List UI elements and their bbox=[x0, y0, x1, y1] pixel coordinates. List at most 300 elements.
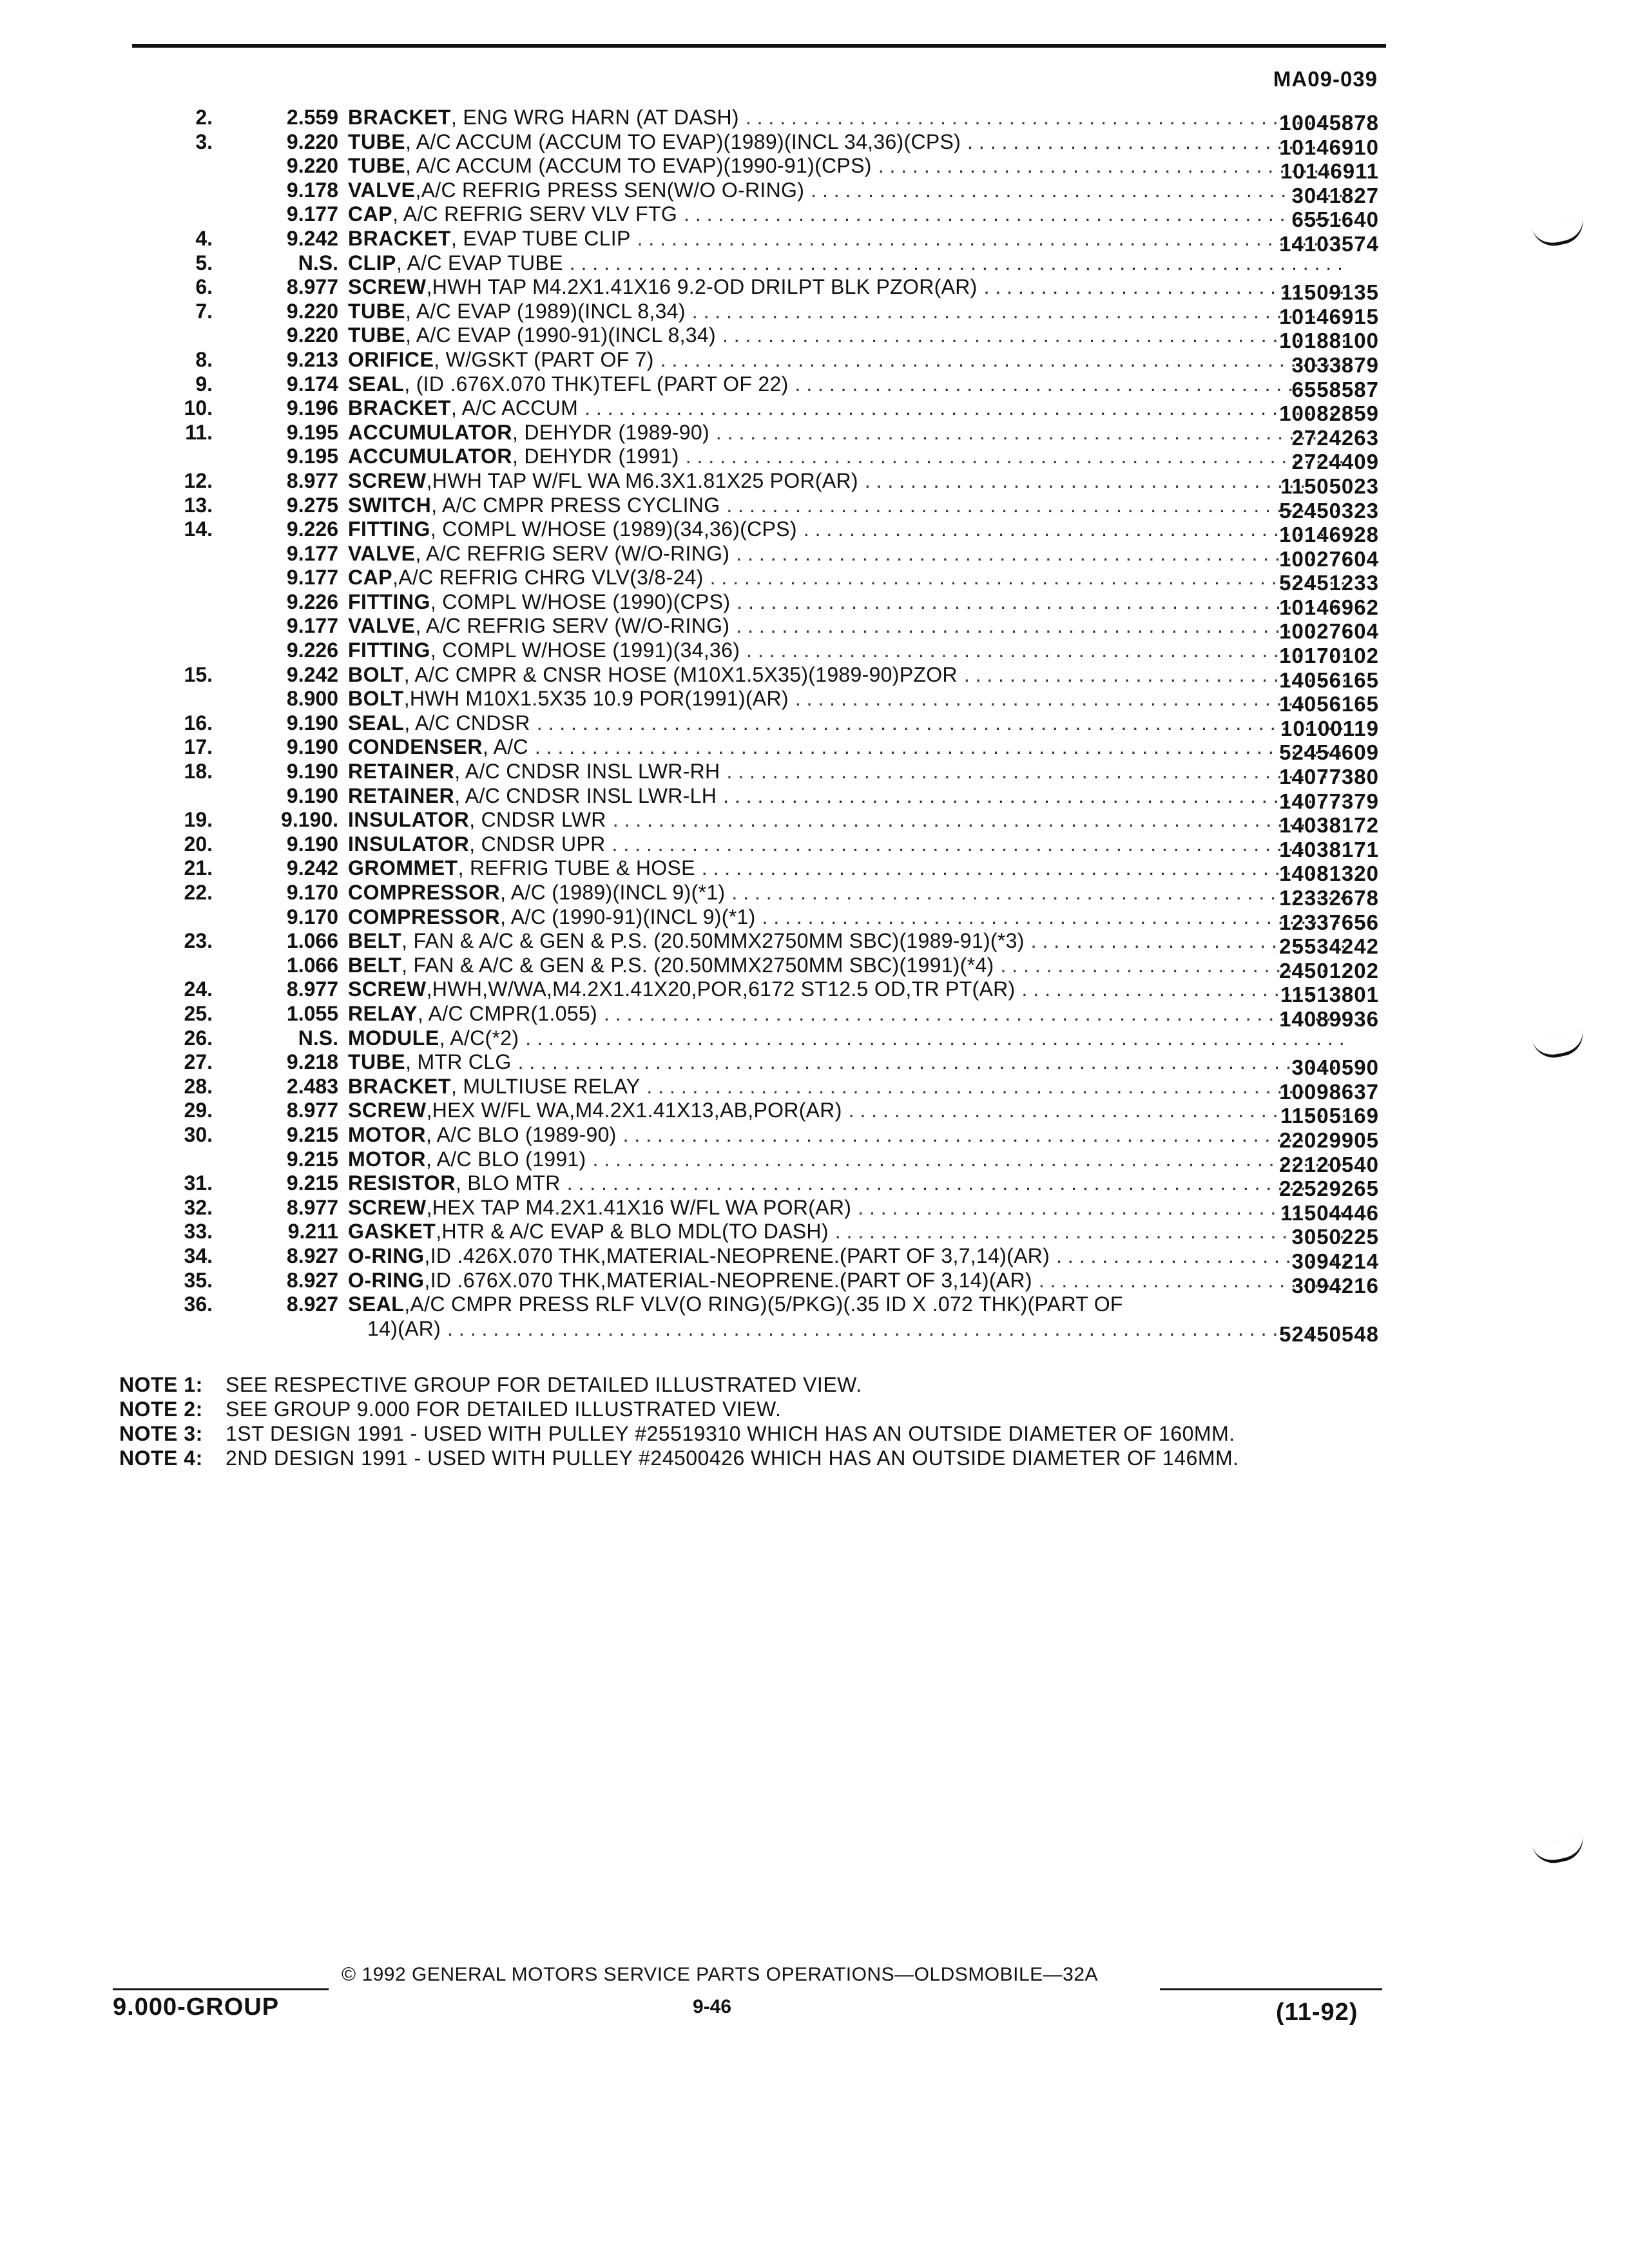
description bbox=[348, 1196, 1353, 1220]
group-number: 9.215 bbox=[286, 1147, 338, 1171]
group-number: 9.275 bbox=[286, 493, 338, 517]
margin-mark bbox=[1532, 1029, 1587, 1062]
group-number: 9.220 bbox=[286, 130, 338, 153]
part-name: BRACKET bbox=[348, 106, 451, 129]
part-detail: ,A/C CMPR PRESS RLF VLV(O RING)(5/PKG)(.35 ID X .072 THK)(PART OF bbox=[404, 1293, 1123, 1316]
table-row bbox=[129, 639, 1392, 668]
dot-leader bbox=[612, 832, 1347, 857]
ref-number: 35. bbox=[184, 1268, 213, 1292]
table-row bbox=[129, 445, 1392, 474]
dot-leader bbox=[726, 760, 1347, 784]
dot-leader bbox=[762, 905, 1347, 930]
part-name: RELAY bbox=[348, 1001, 418, 1025]
group-number: 9.177 bbox=[286, 566, 338, 590]
table-row bbox=[129, 735, 1392, 765]
margin-mark bbox=[1532, 217, 1587, 250]
part-detail: , MULTIUSE RELAY bbox=[450, 1074, 641, 1098]
part-detail: , CNDSR UPR bbox=[469, 832, 606, 856]
group-number: 9.211 bbox=[287, 1220, 338, 1244]
description bbox=[348, 396, 1353, 421]
part-number: 12337656 bbox=[1279, 910, 1379, 934]
table-row bbox=[129, 614, 1392, 644]
part-detail: ,HWH,W/WA,M4.2X1.41X20,POR,6172 ST12.5 OD,TR PT(AR) bbox=[426, 977, 1016, 1001]
ref-number: 17. bbox=[184, 735, 213, 759]
part-detail: , CNDSR LWR bbox=[469, 808, 606, 832]
table-row bbox=[129, 372, 1392, 401]
part-name: TUBE bbox=[348, 130, 406, 153]
part-detail: , W/GSKT (PART OF 7) bbox=[434, 347, 654, 371]
part-number: 3041827 bbox=[1291, 183, 1379, 207]
description bbox=[348, 711, 1353, 736]
table-row bbox=[129, 832, 1392, 861]
part-name: VALVE bbox=[348, 614, 416, 638]
ref-number: 18. bbox=[184, 760, 213, 783]
group-number: N.S. bbox=[298, 251, 338, 274]
part-name: MOTOR bbox=[348, 1147, 427, 1171]
description bbox=[348, 1148, 1353, 1172]
ref-number: 5. bbox=[195, 251, 213, 274]
part-number: 2724409 bbox=[1291, 450, 1379, 474]
group-number: 8.977 bbox=[286, 1099, 338, 1122]
part-number: 10146911 bbox=[1280, 159, 1379, 184]
description bbox=[348, 227, 1353, 251]
part-detail: , A/C EVAP (1989)(INCL 8,34) bbox=[405, 299, 686, 323]
part-name: GASKET bbox=[348, 1220, 436, 1244]
table-row bbox=[129, 1171, 1392, 1201]
table-row bbox=[129, 590, 1392, 619]
part-detail: , EVAP TUBE CLIP bbox=[450, 226, 631, 250]
description bbox=[348, 130, 1353, 155]
description bbox=[348, 445, 1353, 469]
part-name: RESISTOR bbox=[348, 1171, 456, 1195]
part-name: COMPRESSOR bbox=[348, 881, 501, 904]
description bbox=[348, 760, 1353, 784]
table-row bbox=[129, 396, 1392, 426]
group-number: 8.977 bbox=[286, 977, 338, 1001]
dot-leader bbox=[849, 1099, 1347, 1123]
part-number: 11513801 bbox=[1280, 983, 1379, 1007]
page-id: MA09-039 bbox=[1273, 67, 1378, 91]
part-name: SCREW bbox=[348, 1195, 427, 1219]
group-number: 9.226 bbox=[286, 517, 338, 541]
part-detail: , A/C REFRIG SERV VLV FTG bbox=[392, 202, 678, 226]
table-row bbox=[129, 808, 1392, 838]
part-name: BRACKET bbox=[348, 1074, 451, 1098]
table-row bbox=[129, 905, 1392, 934]
footer-copyright: © 1992 GENERAL MOTORS SERVICE PARTS OPERATIONS—OLDSMOBILE—32A bbox=[342, 1964, 1099, 1985]
note-text: SEE RESPECTIVE GROUP FOR DETAILED ILLUSTRATED VIEW. bbox=[226, 1373, 862, 1396]
part-number: 22120540 bbox=[1279, 1152, 1379, 1177]
part-detail: , BLO MTR bbox=[456, 1171, 561, 1195]
part-number: 3094216 bbox=[1291, 1273, 1379, 1298]
group-number: 9.195 bbox=[286, 445, 338, 468]
description bbox=[348, 300, 1353, 324]
part-detail: ,HTR & A/C EVAP & BLO MDL(TO DASH) bbox=[436, 1220, 829, 1244]
part-name: INSULATOR bbox=[348, 832, 470, 856]
dot-leader bbox=[684, 202, 1347, 227]
description bbox=[348, 1123, 1353, 1148]
part-detail: , FAN & A/C & GEN & P.S. (20.50MMX2750MM SBC)(1991)(*4) bbox=[401, 953, 994, 977]
part-name: O-RING bbox=[348, 1268, 425, 1292]
group-number: 9.213 bbox=[286, 347, 338, 371]
table-row bbox=[129, 1074, 1392, 1104]
table-row bbox=[129, 977, 1392, 1007]
description bbox=[348, 1220, 1353, 1244]
part-name: VALVE bbox=[348, 178, 416, 202]
ref-number: 6. bbox=[195, 275, 213, 299]
dot-leader bbox=[584, 396, 1347, 421]
part-name: CAP bbox=[348, 202, 393, 226]
table-row bbox=[129, 1122, 1392, 1152]
dot-leader bbox=[731, 881, 1347, 905]
group-number: 9.220 bbox=[286, 323, 338, 347]
part-name: CAP bbox=[348, 566, 393, 590]
part-name: ACCUMULATOR bbox=[348, 445, 512, 468]
group-number: 9.220 bbox=[286, 299, 338, 323]
part-number: 11505169 bbox=[1280, 1104, 1379, 1128]
ref-number: 33. bbox=[184, 1220, 213, 1244]
dot-leader bbox=[537, 711, 1347, 736]
ref-number: 8. bbox=[195, 347, 213, 371]
group-number: 1.066 bbox=[286, 929, 338, 953]
margin-mark bbox=[1532, 1834, 1587, 1867]
table-row bbox=[129, 347, 1392, 377]
part-detail: ,HEX TAP M4.2X1.41X16 W/FL WA POR(AR) bbox=[426, 1195, 852, 1219]
description bbox=[348, 348, 1353, 372]
description bbox=[348, 323, 1353, 348]
part-number: 11504446 bbox=[1280, 1200, 1379, 1225]
part-number: 6551640 bbox=[1291, 207, 1379, 232]
group-number: 9.242 bbox=[286, 226, 338, 250]
description bbox=[348, 881, 1353, 905]
table-row bbox=[129, 202, 1392, 232]
part-name: COMPRESSOR bbox=[348, 905, 501, 928]
dot-leader bbox=[795, 372, 1347, 397]
part-detail: , COMPL W/HOSE (1989)(34,36)(CPS) bbox=[430, 517, 797, 541]
dot-leader bbox=[686, 445, 1347, 469]
dot-leader bbox=[567, 1171, 1347, 1196]
part-number: 10045878 bbox=[1279, 111, 1379, 135]
part-number: 10027604 bbox=[1279, 546, 1379, 571]
description bbox=[348, 372, 1353, 397]
group-number: 9.242 bbox=[286, 662, 338, 686]
part-detail: ,A/C REFRIG PRESS SEN(W/O O-RING) bbox=[415, 178, 805, 202]
description bbox=[348, 905, 1353, 930]
description bbox=[348, 1026, 1353, 1051]
dot-leader bbox=[878, 154, 1347, 178]
description bbox=[348, 421, 1353, 445]
part-detail: , A/C bbox=[482, 735, 528, 759]
table-row bbox=[129, 299, 1392, 329]
table-row bbox=[129, 541, 1392, 571]
part-number: 52451233 bbox=[1279, 571, 1379, 595]
ref-number: 30. bbox=[184, 1122, 213, 1146]
part-number: 3094214 bbox=[1291, 1249, 1379, 1273]
note bbox=[119, 1397, 1344, 1421]
ref-number: 11. bbox=[185, 420, 213, 444]
description bbox=[348, 977, 1353, 1002]
description bbox=[348, 1099, 1353, 1123]
table-row bbox=[129, 178, 1392, 207]
dot-leader bbox=[716, 421, 1347, 445]
ref-number: 32. bbox=[184, 1195, 213, 1219]
part-detail: , A/C REFRIG SERV (W/O-RING) bbox=[415, 614, 730, 638]
part-name: FITTING bbox=[348, 517, 430, 541]
footer-rule-left bbox=[113, 1988, 329, 1990]
part-name: CONDENSER bbox=[348, 735, 483, 759]
ref-number: 10. bbox=[184, 396, 213, 420]
part-name: TUBE bbox=[348, 154, 406, 178]
table-row bbox=[129, 251, 1392, 276]
part-detail: , A/C EVAP (1990-91)(INCL 8,34) bbox=[405, 323, 716, 347]
description bbox=[348, 639, 1353, 663]
table-row bbox=[129, 760, 1392, 789]
table-row bbox=[129, 275, 1392, 305]
description bbox=[348, 517, 1353, 542]
description bbox=[348, 1293, 1353, 1317]
part-detail: , A/C ACCUM bbox=[450, 396, 579, 420]
description bbox=[367, 1317, 1353, 1341]
note-text: 2ND DESIGN 1991 - USED WITH PULLEY #24500426 WHICH HAS AN OUTSIDE DIAMETER OF 146MM. bbox=[226, 1446, 1239, 1470]
group-number: 9.190 bbox=[286, 735, 338, 759]
table-row bbox=[129, 662, 1392, 692]
part-number: 22529265 bbox=[1279, 1177, 1379, 1201]
dot-leader bbox=[702, 856, 1347, 881]
note-label: NOTE 3: bbox=[119, 1422, 203, 1445]
table-row bbox=[129, 881, 1392, 910]
part-name: VALVE bbox=[348, 541, 416, 565]
description bbox=[348, 251, 1353, 276]
group-number: 9.170 bbox=[286, 905, 338, 928]
part-number: 10146928 bbox=[1279, 523, 1379, 547]
part-name: BOLT bbox=[348, 687, 404, 711]
table-row bbox=[129, 1293, 1392, 1317]
group-number: 9.177 bbox=[286, 541, 338, 565]
part-name: TUBE bbox=[348, 323, 406, 347]
ref-number: 22. bbox=[184, 881, 213, 904]
group-number: 2.559 bbox=[286, 106, 338, 129]
ref-number: 31. bbox=[184, 1171, 213, 1195]
top-rule bbox=[132, 44, 1386, 48]
part-number: 52450323 bbox=[1279, 498, 1379, 523]
part-number: 10027604 bbox=[1279, 619, 1379, 644]
part-detail: , A/C ACCUM (ACCUM TO EVAP)(1989)(INCL 34,36)(CPS) bbox=[405, 130, 961, 153]
table-row bbox=[129, 323, 1392, 353]
part-number: 10082859 bbox=[1279, 401, 1379, 426]
table-row bbox=[129, 1195, 1392, 1225]
part-number: 25534242 bbox=[1279, 934, 1379, 959]
table-row bbox=[129, 856, 1392, 886]
part-number: 14081320 bbox=[1279, 861, 1379, 886]
dot-leader bbox=[736, 614, 1347, 639]
note bbox=[119, 1372, 1344, 1397]
part-detail: , A/C(*2) bbox=[439, 1026, 519, 1050]
ref-number: 7. bbox=[195, 299, 213, 323]
part-detail: , A/C CMPR(1.055) bbox=[418, 1001, 597, 1025]
part-detail: , ENG WRG HARN (AT DASH) bbox=[450, 106, 739, 129]
part-number: 52450548 bbox=[1279, 1321, 1379, 1346]
part-number: 10146910 bbox=[1279, 135, 1379, 159]
description bbox=[348, 202, 1353, 227]
part-name: SEAL bbox=[348, 372, 405, 396]
dot-leader bbox=[723, 784, 1347, 809]
footer-page-number: 9-46 bbox=[693, 1996, 732, 2017]
group-number: N.S. bbox=[298, 1026, 338, 1050]
part-detail: , A/C EVAP TUBE bbox=[396, 251, 563, 274]
description bbox=[348, 687, 1353, 711]
part-name: ORIFICE bbox=[348, 347, 434, 371]
dot-leader bbox=[613, 808, 1347, 832]
group-number: 9.177 bbox=[286, 202, 338, 226]
table-row bbox=[129, 1050, 1392, 1080]
part-detail: , REFRIG TUBE & HOSE bbox=[458, 856, 695, 880]
table-row bbox=[129, 130, 1392, 159]
description bbox=[348, 1244, 1353, 1269]
part-number: 11505023 bbox=[1280, 474, 1379, 498]
group-number: 8.977 bbox=[286, 468, 338, 492]
description bbox=[348, 178, 1353, 203]
part-number: 6558587 bbox=[1291, 377, 1379, 401]
part-detail: , A/C (1990-91)(INCL 9)(*1) bbox=[500, 905, 756, 928]
dot-leader bbox=[835, 1220, 1347, 1244]
description bbox=[348, 1002, 1353, 1026]
dot-leader bbox=[722, 323, 1347, 348]
ref-number: 9. bbox=[195, 372, 213, 396]
note-text: 1ST DESIGN 1991 - USED WITH PULLEY #25519310 WHICH HAS AN OUTSIDE DIAMETER OF 160MM. bbox=[226, 1422, 1235, 1445]
part-name: SEAL bbox=[348, 1293, 405, 1316]
description bbox=[348, 929, 1353, 954]
group-number: 8.977 bbox=[286, 275, 338, 299]
description bbox=[348, 784, 1353, 809]
description bbox=[348, 275, 1353, 300]
description bbox=[348, 469, 1353, 494]
part-name: MOTOR bbox=[348, 1122, 427, 1146]
part-detail: , FAN & A/C & GEN & P.S. (20.50MMX2750MM SBC)(1989-91)(*3) bbox=[401, 929, 1025, 953]
table-row bbox=[129, 953, 1392, 983]
note-label: NOTE 2: bbox=[119, 1398, 203, 1421]
table-row bbox=[129, 154, 1392, 184]
part-number: 14056165 bbox=[1279, 692, 1379, 716]
part-detail: ,HWH TAP M4.2X1.41X16 9.2-OD DRILPT BLK PZOR(AR) bbox=[426, 275, 978, 299]
part-name: FITTING bbox=[348, 590, 430, 613]
part-detail: ,HWH M10X1.5X35 10.9 POR(1991)(AR) bbox=[403, 687, 789, 711]
group-number: 8.927 bbox=[286, 1268, 338, 1292]
group-number: 9.226 bbox=[286, 639, 338, 662]
description bbox=[348, 494, 1353, 518]
dot-leader bbox=[858, 1196, 1347, 1220]
ref-number: 26. bbox=[184, 1026, 213, 1050]
part-detail: ,ID .426X.070 THK,MATERIAL-NEOPRENE.(PART OF 3,7,14)(AR) bbox=[424, 1244, 1050, 1267]
description bbox=[348, 154, 1353, 178]
dot-leader bbox=[811, 178, 1347, 203]
ref-number: 36. bbox=[184, 1293, 213, 1316]
ref-number: 4. bbox=[195, 226, 213, 250]
part-detail: , A/C BLO (1991) bbox=[426, 1147, 586, 1171]
part-name: FITTING bbox=[348, 639, 430, 662]
part-name: BELT bbox=[348, 929, 402, 953]
part-number: 3033879 bbox=[1291, 352, 1379, 377]
ref-number: 25. bbox=[184, 1001, 213, 1025]
group-number: 9.242 bbox=[286, 856, 338, 880]
part-detail: , A/C CNDSR INSL LWR-LH bbox=[454, 783, 717, 807]
group-number: 9.195 bbox=[286, 420, 338, 444]
table-row bbox=[129, 783, 1392, 813]
part-detail: , COMPL W/HOSE (1990)(CPS) bbox=[430, 590, 731, 613]
footer-rule-right bbox=[1160, 1988, 1382, 1990]
part-name: RETAINER bbox=[348, 760, 455, 783]
part-number: 14056165 bbox=[1279, 668, 1379, 692]
part-number: 10100119 bbox=[1280, 716, 1379, 740]
part-name: TUBE bbox=[348, 1050, 406, 1074]
description bbox=[348, 590, 1353, 615]
dot-leader bbox=[692, 300, 1347, 324]
part-number: 14038171 bbox=[1279, 837, 1379, 861]
description bbox=[348, 832, 1353, 857]
ref-number: 29. bbox=[184, 1099, 213, 1122]
table-row-continuation bbox=[129, 1316, 1392, 1346]
table-row bbox=[129, 711, 1392, 740]
part-number: 52454609 bbox=[1279, 740, 1379, 765]
footer-group: 9.000-GROUP bbox=[113, 1994, 280, 2021]
part-number: 3050225 bbox=[1291, 1225, 1379, 1249]
ref-number: 16. bbox=[184, 711, 213, 735]
part-detail: , A/C CMPR PRESS CYCLING bbox=[431, 493, 720, 517]
ref-number: 13. bbox=[184, 493, 213, 517]
group-number: 1.066 bbox=[286, 953, 338, 977]
description bbox=[348, 614, 1353, 639]
dot-leader bbox=[646, 1075, 1347, 1099]
parts-list bbox=[129, 106, 1392, 1346]
table-row bbox=[129, 517, 1392, 547]
description bbox=[348, 954, 1353, 978]
table-row bbox=[129, 1268, 1392, 1298]
part-name: SWITCH bbox=[348, 493, 432, 517]
part-detail: , A/C CNDSR bbox=[404, 711, 530, 735]
part-name: RETAINER bbox=[348, 783, 455, 807]
dot-leader bbox=[795, 687, 1347, 711]
part-name: SCREW bbox=[348, 275, 427, 299]
part-name: BOLT bbox=[348, 662, 404, 686]
part-name: INSULATOR bbox=[348, 808, 470, 832]
description bbox=[348, 735, 1353, 760]
group-number: 8.977 bbox=[286, 1195, 338, 1219]
dot-leader bbox=[570, 251, 1347, 276]
ref-number: 28. bbox=[184, 1074, 213, 1098]
note-label: NOTE 4: bbox=[119, 1446, 203, 1470]
group-number: 9.190 bbox=[286, 760, 338, 783]
part-name: MODULE bbox=[348, 1026, 439, 1050]
part-detail: , MTR CLG bbox=[405, 1050, 512, 1074]
group-number: 8.900 bbox=[286, 687, 338, 711]
note-text: SEE GROUP 9.000 FOR DETAILED ILLUSTRATED VIEW. bbox=[226, 1398, 782, 1421]
dot-leader bbox=[736, 542, 1347, 566]
part-name: TUBE bbox=[348, 299, 406, 323]
ref-number: 14. bbox=[184, 517, 213, 541]
group-number: 9.178 bbox=[286, 178, 338, 202]
part-number: 14077380 bbox=[1279, 765, 1379, 789]
group-number: 9.190 bbox=[286, 832, 338, 856]
part-number: 10146915 bbox=[1279, 304, 1379, 329]
note-label: NOTE 1: bbox=[119, 1373, 203, 1396]
part-number: 14077379 bbox=[1279, 789, 1379, 813]
ref-number: 21. bbox=[184, 856, 213, 880]
part-number: 10146962 bbox=[1279, 595, 1379, 619]
table-row bbox=[129, 1026, 1392, 1051]
part-detail: , COMPL W/HOSE (1991)(34,36) bbox=[430, 639, 740, 662]
ref-number: 23. bbox=[184, 929, 213, 953]
group-number: 9.215 bbox=[286, 1122, 338, 1146]
table-row bbox=[129, 468, 1392, 498]
